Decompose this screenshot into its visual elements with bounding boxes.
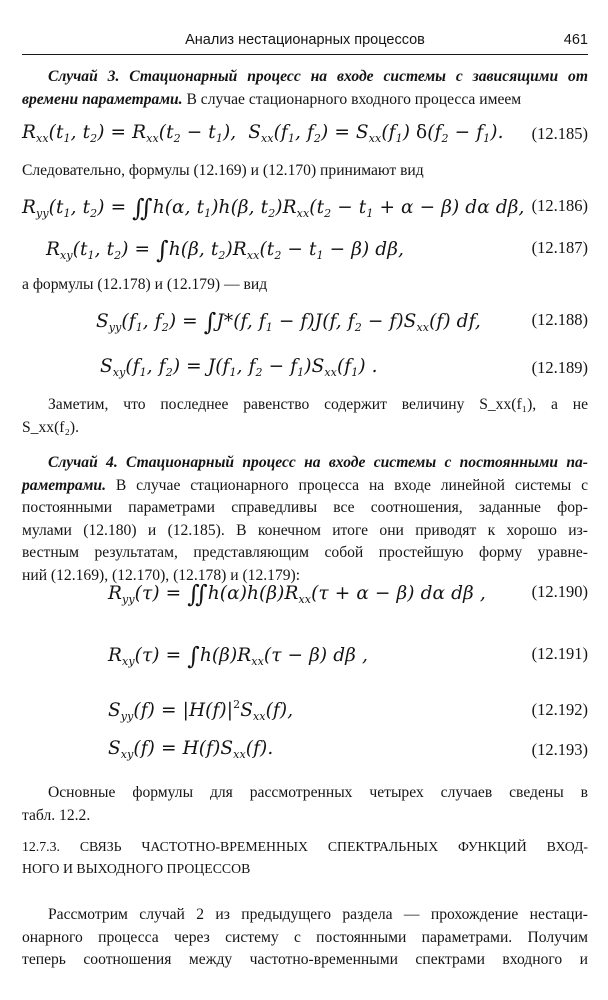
equation-12-192-formula: $S_{yy}(f) = |H(f)|^2S_{xx}(f)$,	[108, 698, 294, 723]
equation-12-191	[22, 640, 588, 674]
case4-heading-line1: Случай 4. Стационарный процесс на входе системы с постоянными па-	[48, 454, 588, 471]
equation-12-185-number: (12.185)	[531, 124, 588, 143]
final-line3: теперь соотношения между частотно-временными спектрами входного и	[22, 951, 588, 968]
case4-paragraph	[22, 452, 588, 587]
section-heading-line2: НОГО И ВЫХОДНОГО ПРОЦЕССОВ	[22, 861, 251, 876]
equation-12-190	[22, 578, 588, 612]
summary-line1: Основные формулы для рассмотренных четырех случаев сведены в	[48, 784, 588, 801]
note-line1: Заметим, что последнее равенство содержит величину S_xx(f₁), а не	[48, 396, 588, 413]
case3-heading-line2: времени параметрами.	[22, 90, 183, 108]
equation-12-189-number: (12.189)	[531, 358, 588, 377]
equation-12-186-number: (12.186)	[531, 196, 588, 215]
equation-12-186-formula: $R_{yy}(t_1$, $t_2$) = ∬h(α, $t_1)h(\beta$, $t_2)R_{xx}(t_2 - t_1 + \alpha - \beta)$ dα dβ,	[22, 194, 525, 222]
equation-12-189-formula: $S_{xy}(f_1$, $f_2) = J(f_1$, $f_2 - f_1)S_{xx}(f_1)$ .	[100, 356, 378, 379]
text-consequently: Следовательно, формулы (12.169) и (12.170) принимают вид	[22, 162, 424, 179]
section-heading-line1: 12.7.3. СВЯЗЬ ЧАСТОТНО-ВРЕМЕННЫХ СПЕКТРАЛЬНЫХ ФУНКЦИЙ ВХОД-	[22, 839, 588, 854]
equation-12-193	[22, 736, 588, 770]
header-title: Анализ нестационарных процессов	[185, 32, 425, 48]
equation-12-188-number: (12.188)	[531, 310, 588, 329]
equation-12-187-number: (12.187)	[531, 238, 588, 257]
equation-12-192-number: (12.192)	[531, 700, 588, 719]
equation-12-187	[22, 234, 588, 268]
summary-line2: табл. 12.2.	[22, 806, 91, 824]
case4-heading-line2: раметрами.	[22, 476, 106, 494]
note-paragraph	[22, 394, 588, 439]
equation-12-193-formula: $S_{xy}(f) = H(f)S_{xx}(f)$.	[108, 738, 274, 761]
case3-heading-line1: Случай 3. Стационарный процесс на входе системы с зависящими от	[48, 68, 588, 85]
page-number: 461	[563, 32, 588, 48]
equation-12-188	[22, 306, 588, 340]
case4-line5: вестным результатам, представляющим собой простейшую форму уравне-	[22, 544, 588, 561]
case4-line4: мулами (12.180) и (12.185). В конечном итоге они приводят к хорошо из-	[22, 521, 588, 539]
equation-12-189	[22, 354, 588, 388]
equation-12-188-formula: $S_{yy}(f_1$, $f_2) = \int J*(f$, $f_1 - f)J(f$, $f_2 - f)S_{xx}(f)$ df,	[96, 308, 481, 336]
case4-line2-text: В случае стационарного процесса на входе линейной системы с	[115, 476, 588, 494]
final-line1: Рассмотрим случай 2 из предыдущего раздела — прохождение нестаци-	[48, 906, 588, 923]
text-and-formulas: а формулы (12.178) и (12.179) — вид	[22, 276, 268, 293]
equation-12-185	[22, 120, 588, 154]
case3-paragraph	[22, 66, 588, 111]
final-line2: онарного процесса через систему с постоянными параметрами. Получим	[22, 928, 588, 946]
case4-line3: постоянными параметрами справедливы все соотношения, заданные фор-	[22, 499, 588, 516]
equation-12-190-formula: $R_{yy}(\tau)$ = $∬h(\alpha)h(\beta)R_{xx}(\tau + \alpha - \beta)$ dα dβ ,	[108, 580, 486, 608]
case4-line2	[22, 475, 588, 498]
running-header	[22, 30, 588, 55]
equation-12-186	[22, 192, 588, 226]
section-heading-12-7-3	[22, 836, 588, 880]
equation-12-193-number: (12.193)	[531, 740, 588, 759]
final-paragraph	[22, 904, 588, 972]
equation-12-191-number: (12.191)	[531, 644, 588, 663]
note-line2: S_xx(f₂).	[22, 418, 79, 436]
equation-12-190-number: (12.190)	[531, 582, 588, 601]
summary-paragraph	[22, 782, 588, 827]
case4-line6: ний (12.169), (12.170), (12.178) и (12.179):	[22, 566, 301, 584]
equation-12-185-formula: $R_{xx}(t_1$, $t_2) = R_{xx}(t_2 - t_1)$, $S_{xx}(f_1$, $f_2) = S_{xx}(f_1)$ $\delta(f_2 - f_1)$.	[22, 122, 504, 145]
equation-12-191-formula: $R_{xy}(\tau) = \int h(\beta)R_{xx}(\tau - \beta)$ dβ ,	[108, 642, 368, 670]
equation-12-192	[22, 696, 588, 730]
case3-line2-text: В случае стационарного входного процесса имеем	[186, 90, 522, 108]
case3-line2	[22, 89, 588, 112]
equation-12-187-formula: $R_{xy}(t_1$, $t_2) = \int h(\beta$, $t_2)R_{xx}(t_2 - t_1 - \beta)$ dβ,	[46, 236, 405, 264]
